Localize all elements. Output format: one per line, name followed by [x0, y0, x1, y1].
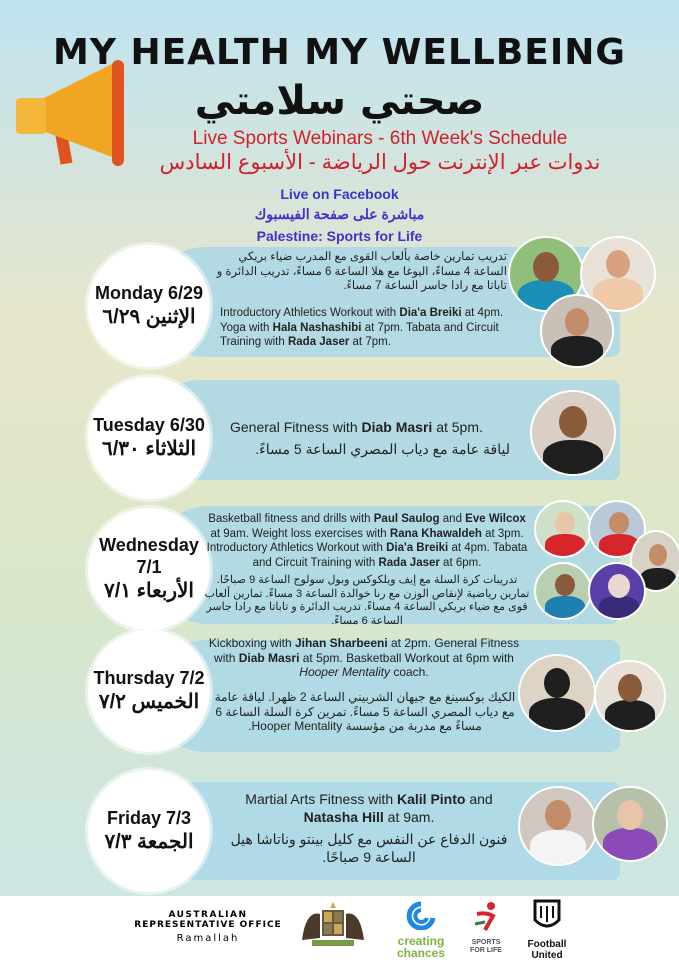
cc-line2: chances — [396, 946, 446, 960]
thursday-day-ar: الخميس ٧/٢ — [98, 691, 200, 713]
monday-circle — [88, 245, 210, 367]
thursday-day-en: Thursday 7/2 — [93, 668, 205, 688]
wednesday-desc-en: Basketball fitness and drills with Paul Saulog and Eve Wilcox at 9am. Weight loss exercises with Rana Khawaldeh at 3pm. Introductory Athletics Workout with Dia'a Breiki at 4pm. Tabata and Circuit Training with Rada Jaser at 6pm. — [206, 513, 528, 569]
creating-chances-logo — [386, 900, 456, 960]
coach-photo — [534, 500, 592, 558]
tuesday-desc-ar: لياقة عامة مع دياب المصري الساعة 5 مساءً. — [255, 441, 510, 457]
coach-photo — [530, 390, 616, 476]
australian-office-logo — [132, 910, 284, 944]
thursday-circle — [88, 630, 210, 752]
coach-photo — [540, 294, 614, 368]
friday-circle — [88, 770, 210, 892]
thursday-desc-en: Kickboxing with Jihan Sharbeeni at 2pm. General Fitness with Diab Masri at 5pm. Basketball Workout at 6pm with Hooper Mentality coach. — [208, 636, 520, 679]
aus-line3: Ramallah — [176, 933, 240, 944]
coach-photo — [592, 786, 668, 862]
sports-for-life-logo — [462, 900, 510, 956]
coat-of-arms-icon — [292, 900, 374, 956]
wednesday-day-en: Wednesday 7/1 — [99, 535, 199, 577]
wednesday-desc-ar: تدريبات كرة السلة مع إيف ويلكوكس وبول سولوج الساعة 9 صباحًا. تمارين رياضية لإنقاص الوزن مع رنا خوالدة الساعة 3 مساءً. تمارين ألعاب قوى مع ضياء بريكي الساعة 4 مساءً. تدريب الدائرة و تاباتا مع رادا جاسر الساعة 6 مساءً. — [204, 574, 530, 627]
creating-chances-icon — [403, 900, 439, 930]
subtitle-english: Live Sports Webinars - 6th Week's Schedule — [192, 128, 568, 149]
football-united-icon — [532, 898, 562, 934]
tuesday-circle — [88, 377, 210, 499]
coach-photo — [518, 654, 596, 732]
monday-desc-ar: تدريب تمارين خاصة بألعاب القوى مع المدرب ضياء بريكي الساعة 4 مساءً، اليوغا مع هلا الساعة 6 مساءً، تدريب الدائرة و تاباتا مع رادا جاسر الساعة 7 مساءً. — [216, 251, 507, 292]
coach-photo — [588, 562, 646, 620]
friday-day-ar: الجمعة ٧/٣ — [104, 831, 194, 853]
aus-line1: AUSTRALIAN — [168, 910, 248, 920]
friday-desc-en: Martial Arts Fitness with Kalil Pinto and Natasha Hill at 9am. — [245, 791, 493, 825]
cc-line1: creating — [397, 934, 445, 948]
coach-photo — [594, 660, 666, 732]
sfl-line2: FOR LIFE — [470, 947, 502, 954]
coach-photo — [518, 786, 598, 866]
sponsor-footer — [0, 896, 679, 960]
title-english: MY HEALTH MY WELLBEING — [53, 32, 626, 73]
tuesday-desc-en: General Fitness with Diab Masri at 5pm. — [230, 419, 483, 435]
monday-desc-en: Introductory Athletics Workout with Dia'a Breiki at 4pm. Yoga with Hala Nashashibi at 7pm. Tabata and Circuit Training with Rada Jaser at 7pm. — [220, 307, 504, 348]
live-on-facebook-ar: مباشرة على صفحة الفيسبوك — [254, 206, 425, 222]
friday-desc-ar: فنون الدفاع عن النفس مع كليل بينتو وناتاشا هيل الساعة 9 صباحًا. — [230, 831, 508, 865]
friday-day-en: Friday 7/3 — [106, 808, 192, 828]
tuesday-day-en: Tuesday 6/30 — [93, 415, 205, 435]
sports-for-life-icon — [471, 900, 501, 934]
wednesday-day-ar: الأربعاء ٧/١ — [104, 580, 194, 602]
fu-line1: Football — [527, 939, 567, 950]
subtitle-arabic: ندوات عبر الإنترنت حول الرياضة - الأسبوع السادس — [159, 151, 601, 174]
live-on-facebook-en: Live on Facebook — [280, 186, 399, 202]
football-united-logo — [518, 898, 576, 958]
tuesday-day-ar: الثلاثاء ٦/٣٠ — [101, 438, 197, 460]
coach-photo — [534, 562, 592, 620]
title-arabic: صحتي سلامتي — [194, 78, 485, 124]
thursday-desc-ar: الكيك بوكسينغ مع جيهان الشربيني الساعة 2 ظهرا. لياقة عامة مع دياب المصري الساعة 5 مساءً. تمرين كرة السلة الساعة 6 مساءً مع مدربة من مؤسسة Hooper Mentality. — [214, 690, 516, 733]
monday-day-ar: الإثنين ٦/٢٩ — [102, 306, 196, 328]
monday-day-en: Monday 6/29 — [94, 283, 204, 303]
aus-line2: REPRESENTATIVE OFFICE — [134, 920, 282, 930]
fu-line2: United — [531, 950, 563, 960]
sfl-line1: SPORTS — [471, 939, 501, 946]
wednesday-circle — [88, 508, 210, 630]
facebook-page-name: Palestine: Sports for Life — [256, 228, 423, 244]
